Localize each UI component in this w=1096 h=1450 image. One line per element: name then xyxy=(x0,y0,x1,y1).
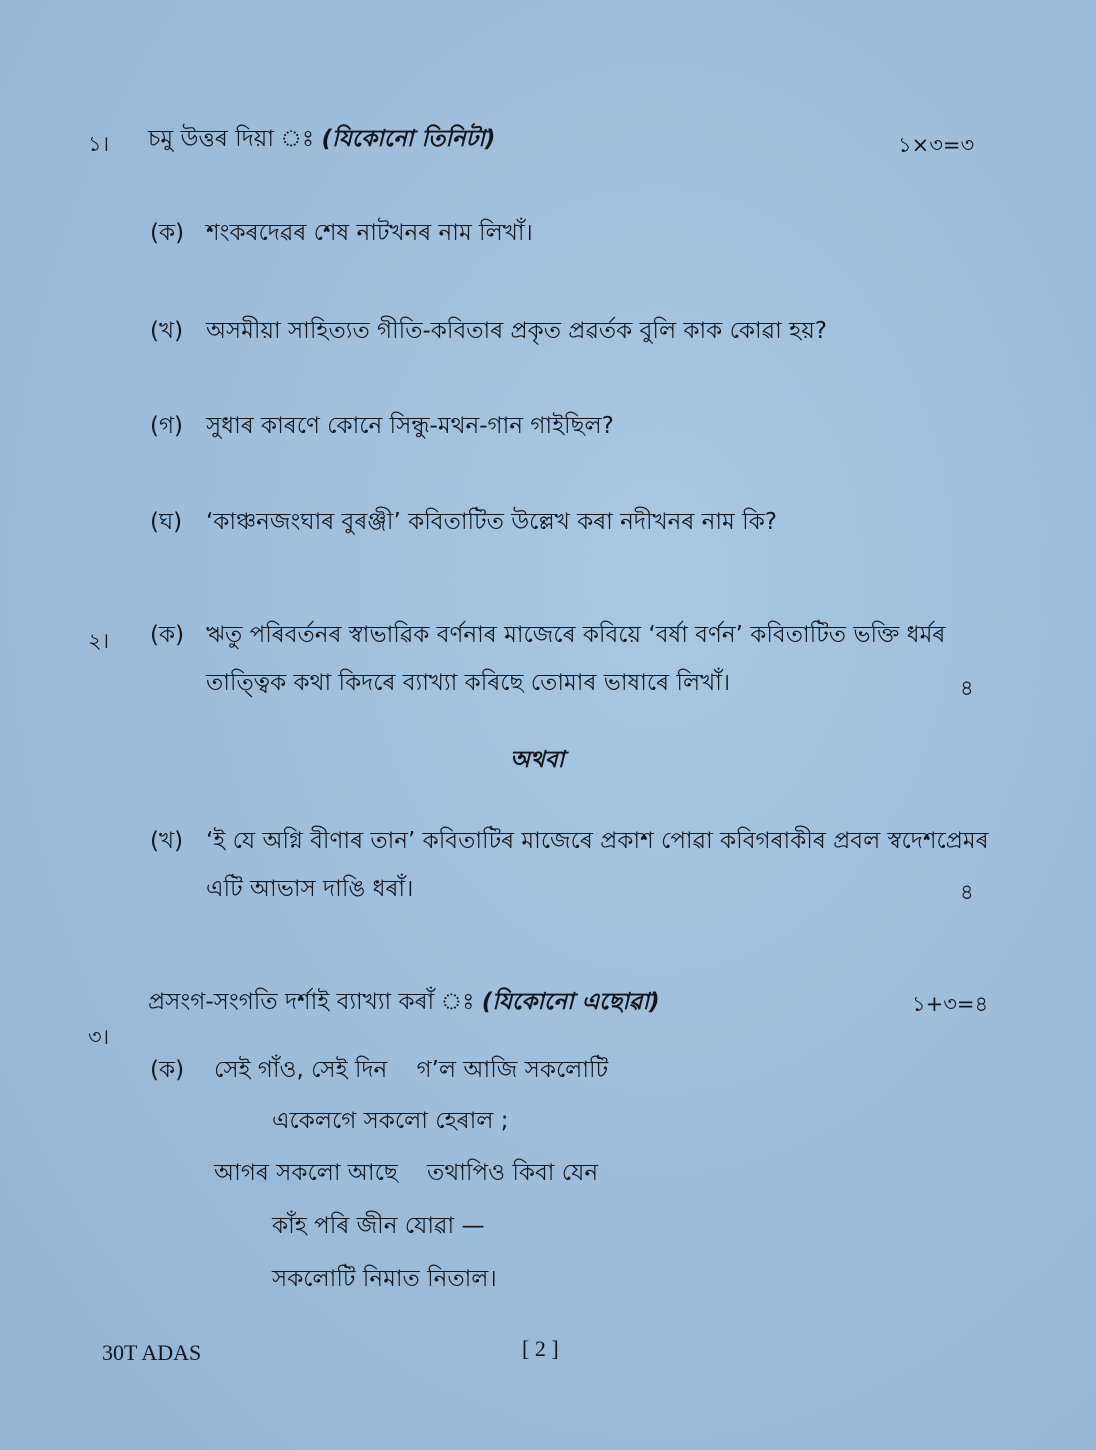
page-number: [ 2 ] xyxy=(522,1336,559,1361)
q1-item-d-label: (ঘ) xyxy=(150,509,183,535)
q3-instruction xyxy=(148,987,660,1017)
poem-line-4: কাঁহ পৰি জীন যোৱা — xyxy=(272,1213,485,1239)
q1-instruction xyxy=(148,124,495,154)
paper-code: 30T ADAS xyxy=(102,1340,202,1365)
q2-number: ২। xyxy=(88,629,110,653)
q3-instruction-text: প্ৰসংগ-সংগতি দৰ্শাই ব্যাখ্যা কৰাঁ ঃ xyxy=(148,989,475,1015)
q1-choice: (যিকোনো তিনিটা) xyxy=(321,126,496,152)
q1-item-c-label: (গ) xyxy=(150,413,184,439)
q2-or: অথবা xyxy=(510,747,565,773)
q1-item-c-text: সুধাৰ কাৰণে কোনে সিন্ধু-মথন-গান গাইছিল? xyxy=(206,413,614,439)
q1-item-b-text: অসমীয়া সাহিত্যত গীতি-কবিতাৰ প্ৰকৃত প্ৰৱৰ্তক বুলি কাক কোৱা হয়? xyxy=(206,318,827,344)
poem-line-1: সেই গাঁও, সেই দিন গ’ল আজি সকলোটি xyxy=(214,1057,609,1083)
poem-line-5: সকলোটি নিমাত নিতাল। xyxy=(272,1266,497,1292)
q2-a-line2: তাত্ত্বিক কথা কিদৰে ব্যাখ্যা কৰিছে তোমাৰ ভাষাৰে লিখাঁ। xyxy=(206,670,731,696)
q1-item-b-label: (খ) xyxy=(150,318,184,344)
q2-b-marks: ৪ xyxy=(960,880,974,904)
q2-a-marks: ৪ xyxy=(960,676,974,700)
q3-a-label: (ক) xyxy=(150,1057,185,1083)
q1-item-d-text: ‘কাঞ্চনজংঘাৰ বুৰঞ্জী’ কবিতাটিত উল্লেখ কৰা নদীখনৰ নাম কি? xyxy=(206,509,777,535)
q3-choice: (যিকোনো এছোৱা) xyxy=(481,989,660,1015)
q1-item-a-text: শংকৰদেৱৰ শেষ নাটখনৰ নাম লিখাঁ। xyxy=(206,220,533,246)
q1-instruction-text: চমু উত্তৰ দিয়া ঃ xyxy=(148,126,315,152)
q2-a-line1: ঋতু পৰিবৰ্তনৰ স্বাভাৱিক বৰ্ণনাৰ মাজেৰে কবিয়ে ‘বৰ্ষা বৰ্ণন’ কবিতাটিত ভক্তি ধৰ্মৰ xyxy=(206,622,946,648)
q3-number: ৩। xyxy=(88,1025,110,1049)
q2-b-label: (খ) xyxy=(150,828,184,854)
q1-number: ১। xyxy=(88,132,110,156)
poem-line-3: আগৰ সকলো আছে তথাপিও কিবা যেন xyxy=(214,1160,599,1186)
q2-b-line2: এটি আভাস দাঙি ধৰাঁ। xyxy=(206,876,414,902)
q2-b-line1: ‘ই যে অগ্নি বীণাৰ তান’ কবিতাটিৰ মাজেৰে প্ৰকাশ পোৱা কবিগৰাকীৰ প্ৰবল স্বদেশপ্ৰেমৰ xyxy=(206,828,989,854)
poem-line-2: একেলগে সকলো হেৰাল ; xyxy=(272,1108,509,1134)
q1-item-a-label: (ক) xyxy=(150,220,185,246)
q2-a-label: (ক) xyxy=(150,622,185,648)
q3-marks: ১+৩=৪ xyxy=(912,992,989,1016)
q1-marks: ১×৩=৩ xyxy=(898,133,975,157)
